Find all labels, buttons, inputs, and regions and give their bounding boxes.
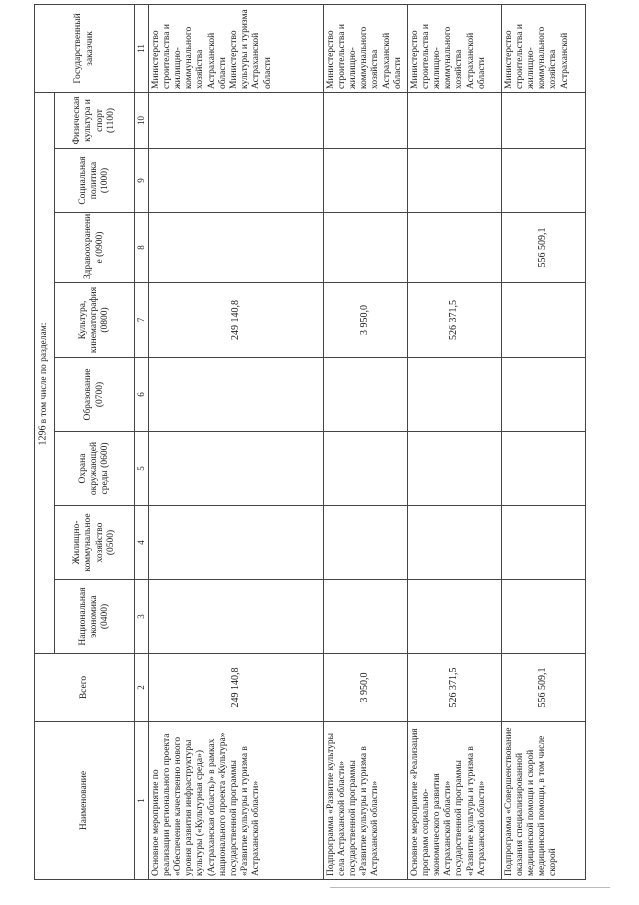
table-row — [323, 4, 407, 879]
row-section-value — [148, 431, 323, 505]
row-section-value — [501, 357, 585, 431]
row-section-value: 249 140,8 — [148, 282, 323, 357]
header-section: Здравоохранени е (0900) — [54, 212, 134, 282]
row-total: 556 509,1 — [501, 653, 585, 721]
row-customer: Министерство строительства и жилищно-коммунального хозяйства Астраханской области Министерство культуры и туризма Астраханской области — [148, 4, 323, 92]
row-section-value — [407, 579, 501, 653]
row-section-value — [323, 212, 407, 282]
column-number: 1 — [134, 721, 148, 879]
header-section: Образование (0700) — [54, 357, 134, 431]
column-number: 9 — [134, 148, 148, 212]
column-number: 6 — [134, 357, 148, 431]
column-number: 10 — [134, 92, 148, 148]
table-row — [501, 4, 585, 879]
page-number: 1296 — [37, 425, 49, 446]
row-section-value — [148, 92, 323, 148]
row-section-value — [407, 212, 501, 282]
header-total: Всего — [34, 653, 134, 721]
row-customer: Министерство строительства и жилищно-коммунального хозяйства Астраханской области — [323, 4, 407, 92]
row-section-value — [323, 579, 407, 653]
column-number: 7 — [134, 282, 148, 357]
column-number: 8 — [134, 212, 148, 282]
header-section: Культура, кинематография (0800) — [54, 282, 134, 357]
row-section-value: 3 950,0 — [323, 282, 407, 357]
column-number: 3 — [134, 579, 148, 653]
header-section: Жилищно-коммунальное хозяйство (0500) — [54, 505, 134, 579]
row-section-value — [407, 357, 501, 431]
header-customer: Государственный заказчик — [34, 4, 134, 92]
column-number: 11 — [134, 4, 148, 92]
row-section-value — [407, 148, 501, 212]
column-number: 2 — [134, 653, 148, 721]
row-total: 3 950,0 — [323, 653, 407, 721]
row-name: Основное мероприятие по реализации регионального проекта «Обеспечение качественно нового уровня развития инфраструктуры культуры («Культурная среда») (Астраханская область)» в рамках национального проекта «Культура» государственной программы «Развитие культуры и туризма в Астраханской области» — [148, 721, 323, 879]
column-number-row — [134, 4, 148, 879]
row-section-value — [501, 431, 585, 505]
row-name: Основное мероприятие «Реализация программ социально-экономического развития Астраханской области» государственной программы «Развитие культуры и туризма в Астраханской области» — [407, 721, 501, 879]
row-section-value — [148, 148, 323, 212]
row-customer: Министерство строительства и жилищно-коммунального хозяйства Астраханской — [501, 4, 585, 92]
row-total: 249 140,8 — [148, 653, 323, 721]
row-section-value — [501, 148, 585, 212]
table-row — [148, 4, 323, 879]
row-section-value — [148, 505, 323, 579]
row-section-value — [323, 357, 407, 431]
column-number: 4 — [134, 505, 148, 579]
row-section-value: 556 509,1 — [501, 212, 585, 282]
rotated-table-wrapper — [34, 8, 607, 880]
row-section-value — [407, 431, 501, 505]
header-section: Национальная экономика (0400) — [54, 579, 134, 653]
header-sections-group: в том числе по разделам: — [34, 92, 54, 653]
header-name: Наименование — [34, 721, 134, 879]
column-number: 5 — [134, 431, 148, 505]
row-name: Подпрограмма «Совершенствование оказания специализированной медицинской помощи и скорой медицинской помощи, в том числе скорой — [501, 721, 585, 879]
row-section-value — [323, 148, 407, 212]
budget-table — [34, 3, 586, 879]
row-section-value — [323, 92, 407, 148]
row-section-value — [323, 431, 407, 505]
row-customer: Министерство строительства и жилищно-коммунального хозяйства Астраханской области — [407, 4, 501, 92]
header-section: Социальная политика (1000) — [54, 148, 134, 212]
row-section-value — [323, 505, 407, 579]
row-section-value — [148, 212, 323, 282]
row-section-value — [148, 579, 323, 653]
row-section-value — [501, 505, 585, 579]
header-section: Физическая культура и спорт (1100) — [54, 92, 134, 148]
row-section-value — [407, 505, 501, 579]
row-section-value — [501, 282, 585, 357]
row-total: 526 371,5 — [407, 653, 501, 721]
row-section-value — [148, 357, 323, 431]
row-section-value — [501, 92, 585, 148]
row-section-value: 526 371,5 — [407, 282, 501, 357]
table-row — [407, 4, 501, 879]
header-section: Охрана окружающей среды (0600) — [54, 431, 134, 505]
row-section-value — [501, 579, 585, 653]
row-section-value — [407, 92, 501, 148]
scan-edge-line — [330, 887, 610, 888]
row-name: Подпрограмма «Развитие культуры села Астраханской области» государственной программы «Развитие культуры и туризма в Астраханской области» — [323, 721, 407, 879]
